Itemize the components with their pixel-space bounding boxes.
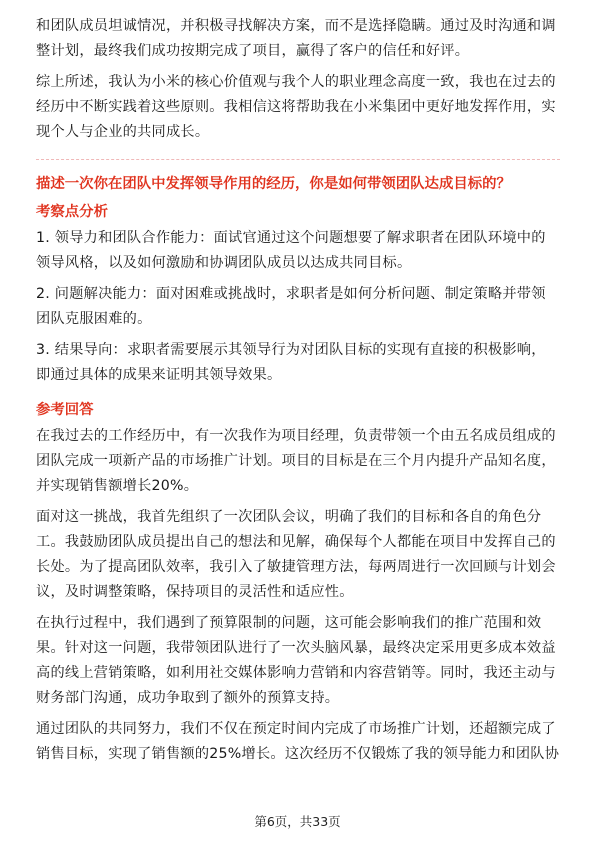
intro-section — [36, 14, 560, 145]
answer-paragraph: 面对这一挑战，我首先组织了一次团队会议，明确了我们的目标和各自的角色分工。我鼓励团队成员提出自己的想法和见解，确保每个人都能在项目中发挥自己的长处。为了提高团队效率，我引入了敏捷管理方法，每两周进行一次回顾与计划会议，及时调整策略，保持项目的灵活性和适应性。 — [36, 509, 556, 600]
intro-paragraph: 综上所述，我认为小米的核心价值观与我个人的职业理念高度一致，我也在过去的经历中不断实践着这些原则。我相信这将帮助我在小米集团中更好地发挥作用，实现个人与企业的共同成长。 — [36, 74, 556, 140]
analysis-title: 考察点分析 — [36, 204, 108, 220]
intro-paragraph: 和团队成员坦诚情况，并积极寻找解决方案，而不是选择隐瞒。通过及时沟通和调整计划，最终我们成功按期完成了项目，赢得了客户的信任和好评。 — [36, 18, 556, 59]
section-divider — [36, 159, 560, 160]
page-footer: 第6页，共33页 — [254, 814, 341, 829]
answer-title: 参考回答 — [36, 402, 94, 418]
analysis-item: 3. 结果导向：求职者需要展示其领导行为对团队目标的实现有直接的积极影响，即通过具体的成果来证明其领导效果。 — [36, 342, 546, 383]
answer-section — [36, 398, 560, 767]
document-page — [36, 14, 560, 773]
answer-paragraph: 通过团队的共同努力，我们不仅在预定时间内完成了市场推广计划，还超额完成了销售目标，实现了销售额的25%增长。这次经历不仅锻炼了我的领导能力和团队协 — [36, 721, 560, 762]
question-heading: 描述一次你在团队中发挥领导作用的经历，你是如何带领团队达成目标的？ — [36, 176, 511, 192]
analysis-item: 2. 问题解决能力：面对困难或挑战时，求职者是如何分析问题、制定策略并带领团队克服困难的。 — [36, 286, 546, 327]
analysis-section — [36, 200, 560, 388]
answer-paragraph: 在我过去的工作经历中，有一次我作为项目经理，负责带领一个由五名成员组成的团队完成一项新产品的市场推广计划。项目的目标是在三个月内提升产品知名度，并实现销售额增长20%。 — [36, 428, 556, 494]
answer-paragraph: 在执行过程中，我们遇到了预算限制的问题，这可能会影响我们的推广范围和效果。针对这一问题，我带领团队进行了一次头脑风暴，最终决定采用更多成本效益高的线上营销策略，如利用社交媒体影响力营销和内容营销等。同时，我还主动与财务部门沟通，成功争取到了额外的预算支持。 — [36, 615, 556, 706]
analysis-item: 1. 领导力和团队合作能力：面试官通过这个问题想要了解求职者在团队环境中的领导风格，以及如何激励和协调团队成员以达成共同目标。 — [36, 230, 546, 271]
